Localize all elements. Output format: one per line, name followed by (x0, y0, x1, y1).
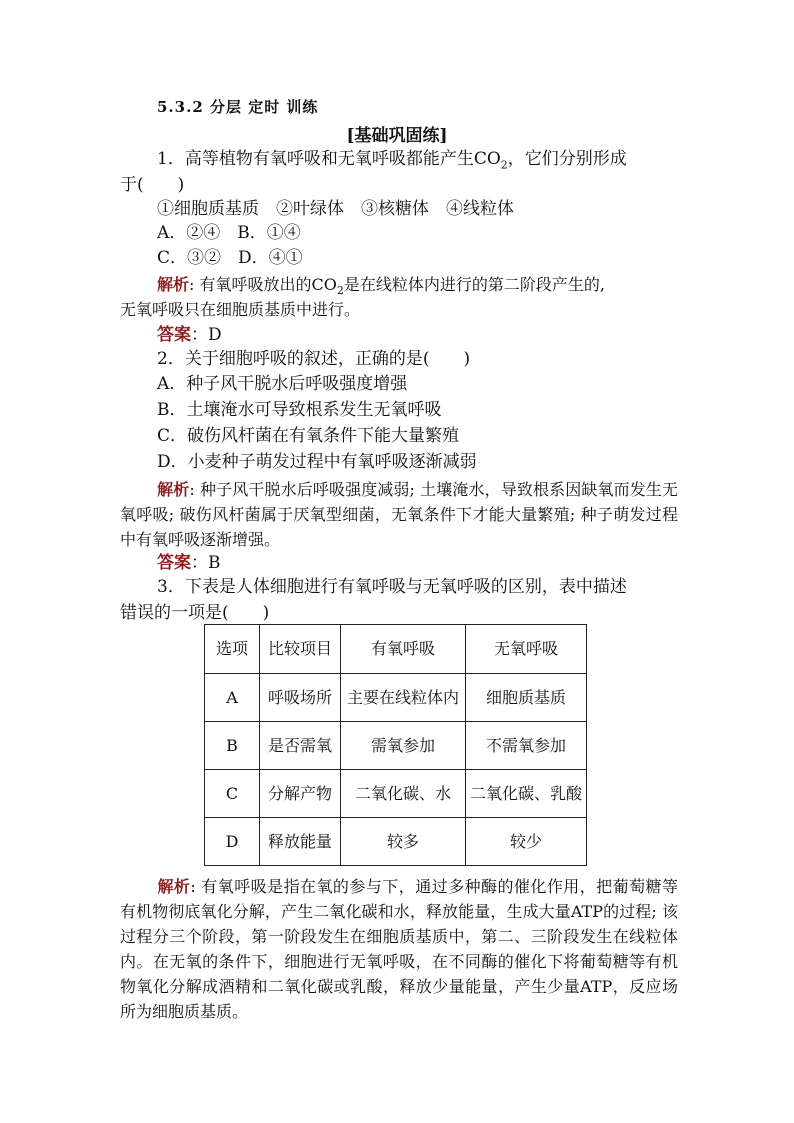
table-header-cell: 选项 (205, 625, 260, 674)
q2-stem: 2．关于细胞呼吸的叙述，正确的是( ) (157, 349, 471, 369)
table-cell: 较少 (466, 818, 587, 866)
table-cell: 不需氧参加 (466, 722, 587, 770)
q2-analysis: 解析: 种子风干脱水后呼吸强度减弱; 土壤淹水，导致根系因缺氧而发生无氧呼吸; 破伤风杆菌属于厌氧型细菌，无氧条件下才能大量繁殖; 种子萌发过程中有氧呼吸逐渐增强。 (120, 480, 678, 549)
table-row (205, 818, 587, 866)
q3-stem-line1: 3．下表是人体细胞进行有氧呼吸与无氧呼吸的区别，表中描述 (157, 577, 627, 597)
q1-analysis-line1: 解析: 有氧呼吸放出的$CO_2$是在线粒体内进行的第二阶段产生的, (157, 275, 605, 298)
table-cell: 主要在线粒体内 (341, 674, 466, 722)
table-cell: 释放能量 (260, 818, 341, 866)
q1-analysis-line2: 无氧呼吸只在细胞质基质中进行。 (120, 300, 361, 319)
q1-options-cd: C．③② D．④① (157, 248, 303, 268)
q2-option-d: D．小麦种子萌发过程中有氧呼吸逐渐减弱 (157, 452, 477, 472)
table-cell: 二氧化碳、乳酸 (466, 770, 587, 818)
q3-analysis: 解析: 有氧呼吸是指在氧的参与下，通过多种酶的催化作用，把葡萄糖等有机物彻底氧化分解，产生二氧化碳和水，释放能量，生成大量ATP的过程; 该过程分三个阶段，第一阶段发生在细胞质基质中，第二、三阶段发生在线粒体内。在无氧的条件下，细胞进行无氧呼吸，在不同酶的催化下将葡萄糖等有机物氧化分解成酒精和二氧化碳或乳酸，释放少量能量，产生少量ATP，反应场所为细胞质基质。 (120, 877, 678, 1021)
q2-option-b: B．土壤淹水可导致根系发生无氧呼吸 (157, 400, 442, 420)
answer-label: 答案 (157, 553, 191, 573)
table-row (205, 722, 587, 770)
section-title: 5.3.2 分层 定时 训练 (157, 98, 319, 116)
table-header-cell: 比较项目 (260, 625, 341, 674)
table-row (205, 674, 587, 722)
table-cell: B (205, 722, 260, 770)
table-cell: A (205, 674, 260, 722)
q1-answer: 答案：D (157, 325, 222, 345)
q2-option-c: C．破伤风杆菌在有氧条件下能大量繁殖 (157, 426, 460, 446)
q2-answer: 答案：B (157, 553, 221, 573)
analysis-label: 解析 (157, 480, 190, 499)
analysis-label: 解析 (157, 877, 191, 896)
table-cell: 分解产物 (260, 770, 341, 818)
table-row (205, 770, 587, 818)
q1-items: ①细胞质基质 ②叶绿体 ③核糖体 ④线粒体 (157, 199, 514, 219)
section-heading: [基础巩固练] (346, 126, 448, 146)
q1-options-ab: A．②④ B．①④ (157, 223, 301, 243)
table-cell: C (205, 770, 260, 818)
table-header-cell: 无氧呼吸 (466, 625, 587, 674)
table-cell: 是否需氧 (260, 722, 341, 770)
q1-stem-line2: 于( ) (120, 175, 185, 195)
answer-label: 答案 (157, 325, 191, 345)
table-cell: 细胞质基质 (466, 674, 587, 722)
q3-stem-line2: 错误的一项是( ) (120, 603, 270, 623)
table-cell: D (205, 818, 260, 866)
table-header-cell: 有氧呼吸 (341, 625, 466, 674)
table-header-row (205, 625, 587, 674)
comparison-table (204, 624, 587, 866)
table-cell: 呼吸场所 (260, 674, 341, 722)
q2-option-a: A．种子风干脱水后呼吸强度增强 (157, 374, 408, 394)
analysis-label: 解析 (157, 275, 190, 294)
table-cell: 需氧参加 (341, 722, 466, 770)
table-cell: 二氧化碳、水 (341, 770, 466, 818)
table-cell: 较多 (341, 818, 466, 866)
q1-stem-line1: 1．高等植物有氧呼吸和无氧呼吸都能产生$CO_2$，它们分别形成 (157, 149, 627, 172)
